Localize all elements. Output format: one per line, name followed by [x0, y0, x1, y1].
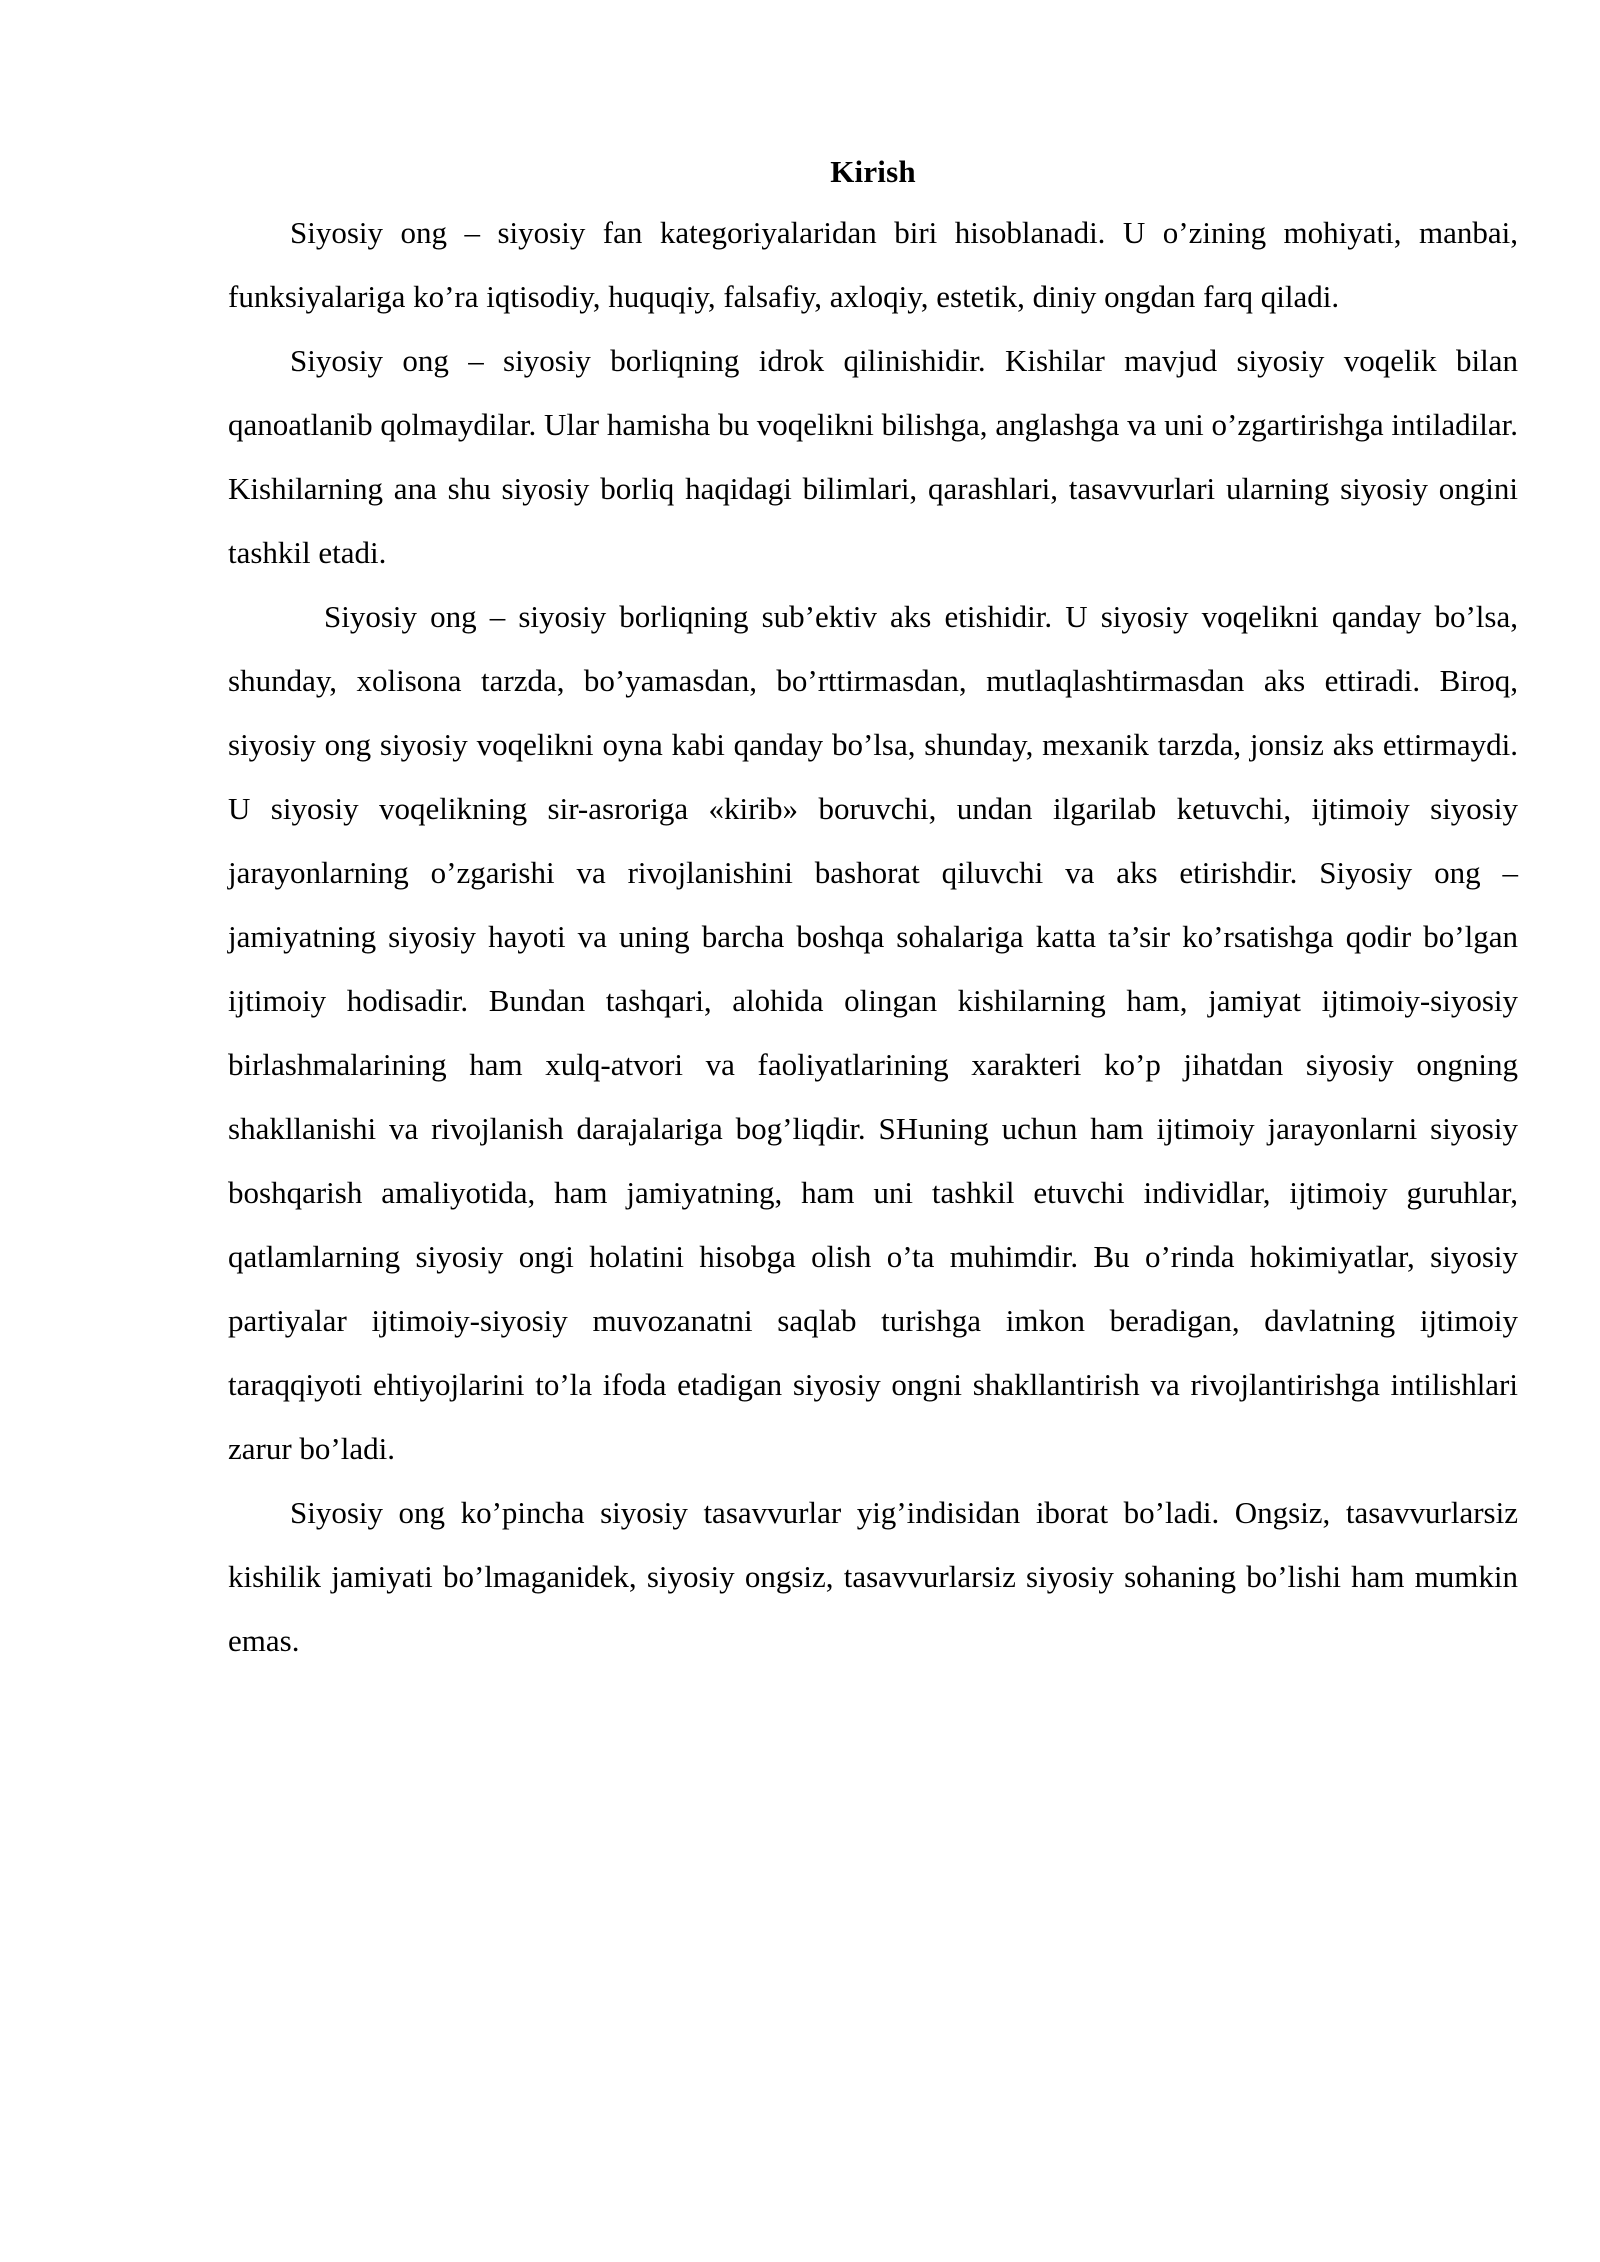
document-text-column: [228, 150, 1518, 1673]
paragraph-4: Siyosiy ong ko’pincha siyosiy tasavvurlar yig’indisidan iborat bo’ladi. Ongsiz, tasavvurlarsiz kishilik jamiyati bo’lmaganidek, siyosiy ongsiz, tasavvurlarsiz siyosiy sohaning bo’lishi ham mumkin emas.: [228, 1494, 1518, 1658]
paragraph-2: Siyosiy ong – siyosiy borliqning idrok qilinishidir. Kishilar mavjud siyosiy voqelik bilan qanoatlanib qolmaydilar. Ular hamisha bu voqelikni bilishga, anglashga va uni o’zgartirishga intiladilar. Kishilarning ana shu siyosiy borliq haqidagi bilimlari, qarashlari, tasavvurlari ularning siyosiy ongini tashkil etadi.: [228, 342, 1518, 570]
paragraph-1: Siyosiy ong – siyosiy fan kategoriyalaridan biri hisoblanadi. U o’zining mohiyati, manbai, funksiyalariga ko’ra iqtisodiy, huquqiy, falsafiy, axloqiy, estetik, diniy ongdan farq qiladi.: [228, 214, 1518, 314]
paragraph-3: Siyosiy ong – siyosiy borliqning sub’ektiv aks etishidir. U siyosiy voqelikni qanday bo’lsa, shunday, xolisona tarzda, bo’yamasdan, bo’rttirmasdan, mutlaqlashtirmasdan aks ettiradi. Biroq, siyosiy ong siyosiy voqelikni oyna kabi qanday bo’lsa, shunday, mexanik tarzda, jonsiz aks ettirmaydi. U siyosiy voqelikning sir-asroriga «kirib» boruvchi, undan ilgarilab ketuvchi, ijtimoiy siyosiy jarayonlarning o’zgarishi va rivojlanishini bashorat qiluvchi va aks etirishdir. Siyosiy ong – jamiyatning siyosiy hayoti va uning barcha boshqa sohalariga katta ta’sir ko’rsatishga qodir bo’lgan ijtimoiy hodisadir. Bundan tashqari, alohida olingan kishilarning ham, jamiyat ijtimoiy-siyosiy birlashmalarining ham xulq-atvori va faoliyatlarining xarakteri ko’p jihatdan siyosiy ongning shakllanishi va rivojlanish darajalariga bog’liqdir. SHuning uchun ham ijtimoiy jarayonlarni siyosiy boshqarish amaliyotida, ham jamiyatning, ham uni tashkil etuvchi individlar, ijtimoiy guruhlar, qatlamlarning siyosiy ongi holatini hisobga olish o’ta muhimdir. Bu o’rinda hokimiyatlar, siyosiy partiyalar ijtimoiy-siyosiy muvozanatni saqlab turishga imkon beradigan, davlatning ijtimoiy taraqqiyoti ehtiyojlarini to’la ifoda etadigan siyosiy ongni shakllantirish va rivojlantirishga intilishlari zarur bo’ladi.: [228, 598, 1518, 1466]
page-title: Kirish: [830, 154, 916, 189]
